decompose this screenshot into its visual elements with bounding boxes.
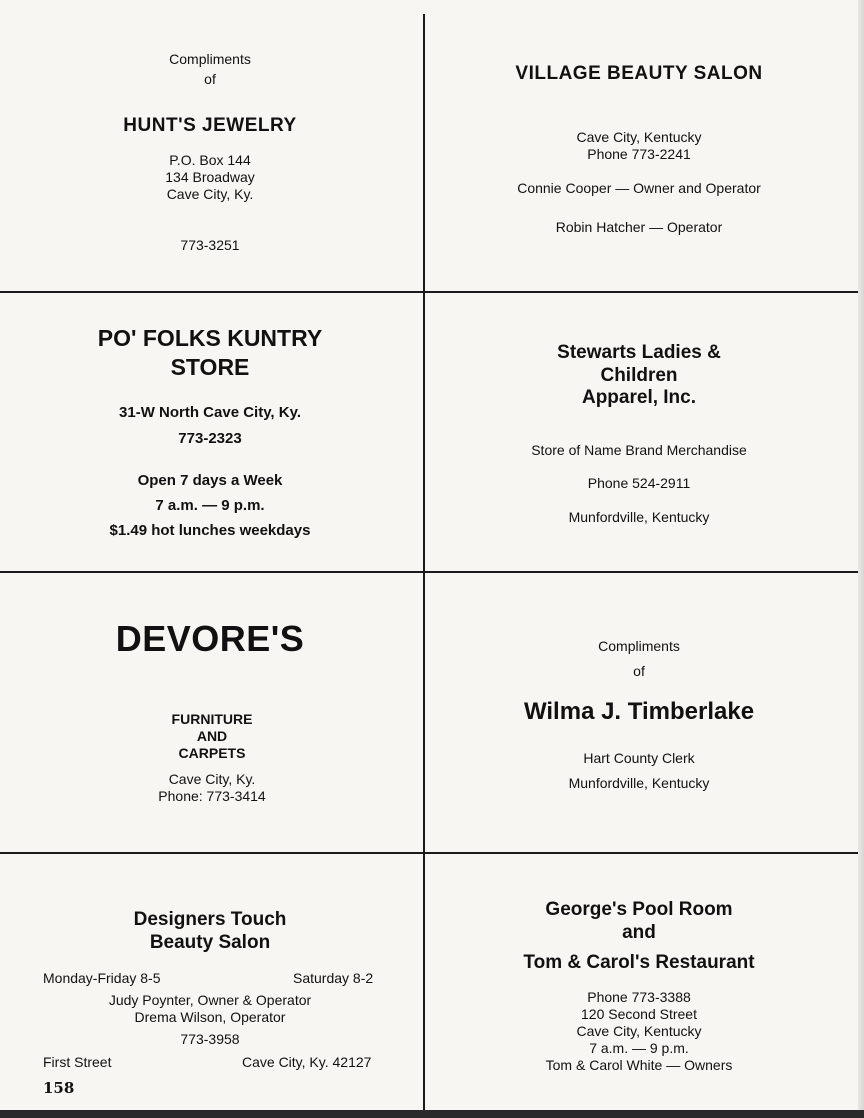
phone-text: 773-3251	[180, 237, 240, 253]
owner-text: Judy Poynter, Owner & Operator	[108, 992, 312, 1008]
business-name-line-3: Apparel, Inc.	[581, 387, 697, 408]
product-line-1: FURNITURE	[171, 711, 253, 727]
operator-text: Drema Wilson, Operator	[134, 1009, 286, 1025]
city-text: Munfordville, Kentucky	[568, 775, 710, 791]
hours-text: 7 a.m. — 9 p.m.	[589, 1040, 689, 1056]
of-text: of	[204, 71, 216, 87]
open-days-text: Open 7 days a Week	[137, 472, 283, 489]
vertical-divider	[423, 14, 425, 1114]
city-text: Munfordville, Kentucky	[568, 509, 710, 525]
compliments-text: Compliments	[169, 51, 251, 67]
compliments-text: Compliments	[598, 638, 680, 654]
business-name: HUNT'S JEWELRY	[123, 115, 297, 136]
business-name-line-1: George's Pool Room	[545, 899, 733, 920]
page-bottom-edge	[0, 1110, 864, 1118]
operator-text: Robin Hatcher — Operator	[555, 219, 723, 235]
product-line-2: AND	[196, 728, 228, 744]
phone-text: Phone 524-2911	[587, 475, 691, 491]
business-name-line-1: Designers Touch	[133, 909, 287, 930]
business-name-line-2: and	[622, 922, 656, 943]
city-text: Cave City, Ky. 42127	[242, 1054, 372, 1070]
page-edge	[858, 0, 864, 1118]
address-text: 31-W North Cave City, Ky.	[119, 404, 301, 421]
title-text: Hart County Clerk	[583, 750, 695, 766]
phone-text: Phone 773-2241	[587, 146, 691, 162]
phone-text: Phone 773-3388	[587, 989, 691, 1005]
business-name-line-2: Children	[600, 365, 678, 386]
horizontal-divider-3	[0, 852, 864, 854]
business-name-line-3: Tom & Carol's Restaurant	[523, 952, 755, 973]
saturday-hours-text: Saturday 8-2	[293, 970, 374, 986]
business-name-line-2: Beauty Salon	[149, 932, 271, 953]
horizontal-divider-2	[0, 571, 864, 573]
person-name: Wilma J. Timberlake	[523, 698, 755, 725]
city-text: Cave City, Kentucky	[576, 129, 702, 145]
horizontal-divider-1	[0, 291, 864, 293]
business-name: VILLAGE BEAUTY SALON	[515, 63, 763, 84]
owners-text: Tom & Carol White — Owners	[545, 1057, 733, 1073]
phone-text: 773-3958	[180, 1031, 240, 1047]
lunch-text: $1.49 hot lunches weekdays	[109, 522, 311, 539]
business-name: DEVORE'S	[115, 618, 305, 659]
business-name-line-1: PO' FOLKS KUNTRY	[97, 325, 323, 351]
page-number: 158	[43, 1079, 75, 1097]
of-text: of	[633, 663, 645, 679]
city-text: Cave City, Ky.	[168, 771, 256, 787]
business-name-line-1: Stewarts Ladies &	[557, 342, 721, 363]
phone-text: Phone: 773-3414	[158, 788, 266, 804]
street-text: First Street	[43, 1054, 112, 1070]
phone-text: 773-2323	[178, 430, 242, 447]
address-line-2: 134 Broadway	[165, 169, 255, 185]
city-text: Cave City, Ky.	[166, 186, 254, 202]
product-line-3: CARPETS	[178, 745, 246, 761]
street-text: 120 Second Street	[581, 1006, 697, 1022]
hours-text: 7 a.m. — 9 p.m.	[155, 497, 265, 514]
tagline-text: Store of Name Brand Merchandise	[531, 442, 747, 458]
city-text: Cave City, Kentucky	[576, 1023, 702, 1039]
address-line-1: P.O. Box 144	[169, 152, 251, 168]
owner-text: Connie Cooper — Owner and Operator	[517, 180, 761, 196]
weekday-hours-text: Monday-Friday 8-5	[43, 970, 161, 986]
business-name-line-2: STORE	[170, 354, 250, 380]
